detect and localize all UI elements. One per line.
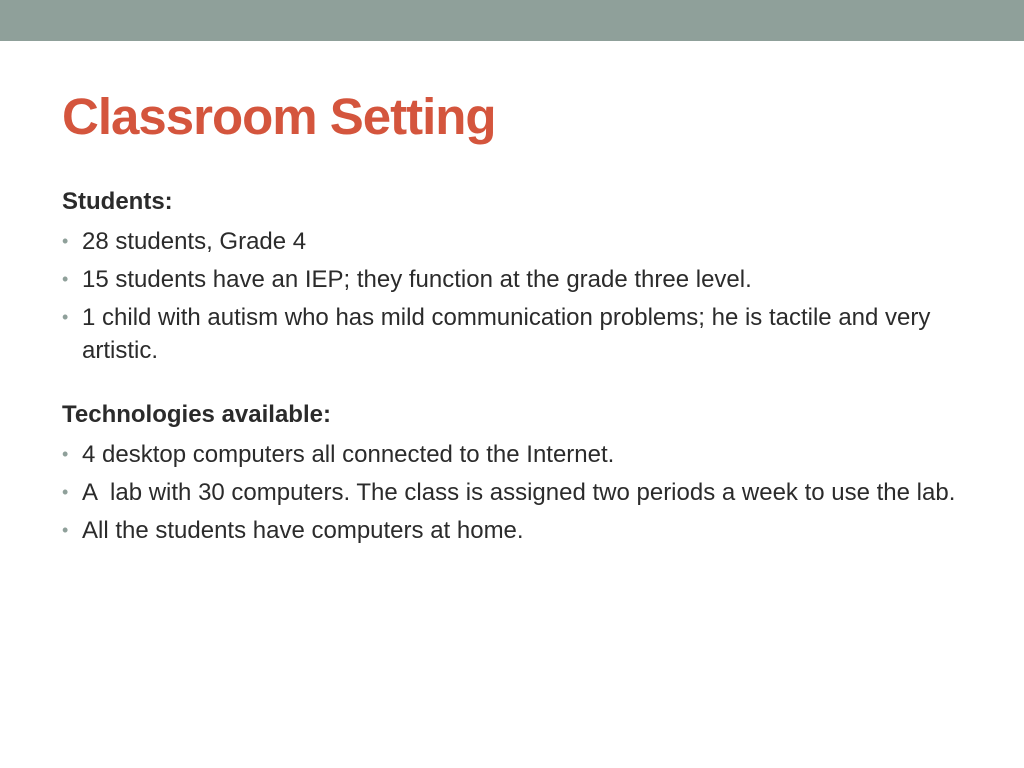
- bullet-text: 1 child with autism who has mild communication problems; he is tactile and very artistic.: [82, 304, 931, 364]
- students-bullet-list: [62, 225, 982, 367]
- bullet-dot-icon: •: [62, 231, 69, 251]
- bullet-item: [62, 225, 982, 258]
- section-spacer: [62, 367, 982, 397]
- bullet-dot-icon: •: [62, 482, 69, 502]
- technologies-bullet-list: [62, 438, 982, 547]
- bullet-item: [62, 301, 982, 367]
- section-heading-students: Students:: [62, 188, 173, 215]
- bullet-item: [62, 263, 982, 296]
- bullet-dot-icon: •: [62, 444, 69, 464]
- section-heading-technologies: Technologies available:: [62, 401, 331, 428]
- slide-title: Classroom Setting: [62, 88, 496, 145]
- bullet-text: 28 students, Grade 4: [82, 228, 307, 255]
- bullet-text: All the students have computers at home.: [82, 517, 524, 544]
- technologies-section: [62, 397, 982, 547]
- bullet-item: [62, 514, 982, 547]
- students-section: [62, 184, 982, 367]
- bullet-dot-icon: •: [62, 307, 69, 327]
- top-accent-bar: [0, 0, 1024, 41]
- bullet-text: A lab with 30 computers. The class is assigned two periods a week to use the lab.: [82, 479, 956, 506]
- slide-body: [62, 184, 982, 547]
- bullet-dot-icon: •: [62, 269, 69, 289]
- bullet-dot-icon: •: [62, 520, 69, 540]
- bullet-text: 15 students have an IEP; they function at the grade three level.: [82, 266, 752, 293]
- bullet-item: [62, 438, 982, 471]
- bullet-text: 4 desktop computers all connected to the Internet.: [82, 441, 615, 468]
- bullet-item: [62, 476, 982, 509]
